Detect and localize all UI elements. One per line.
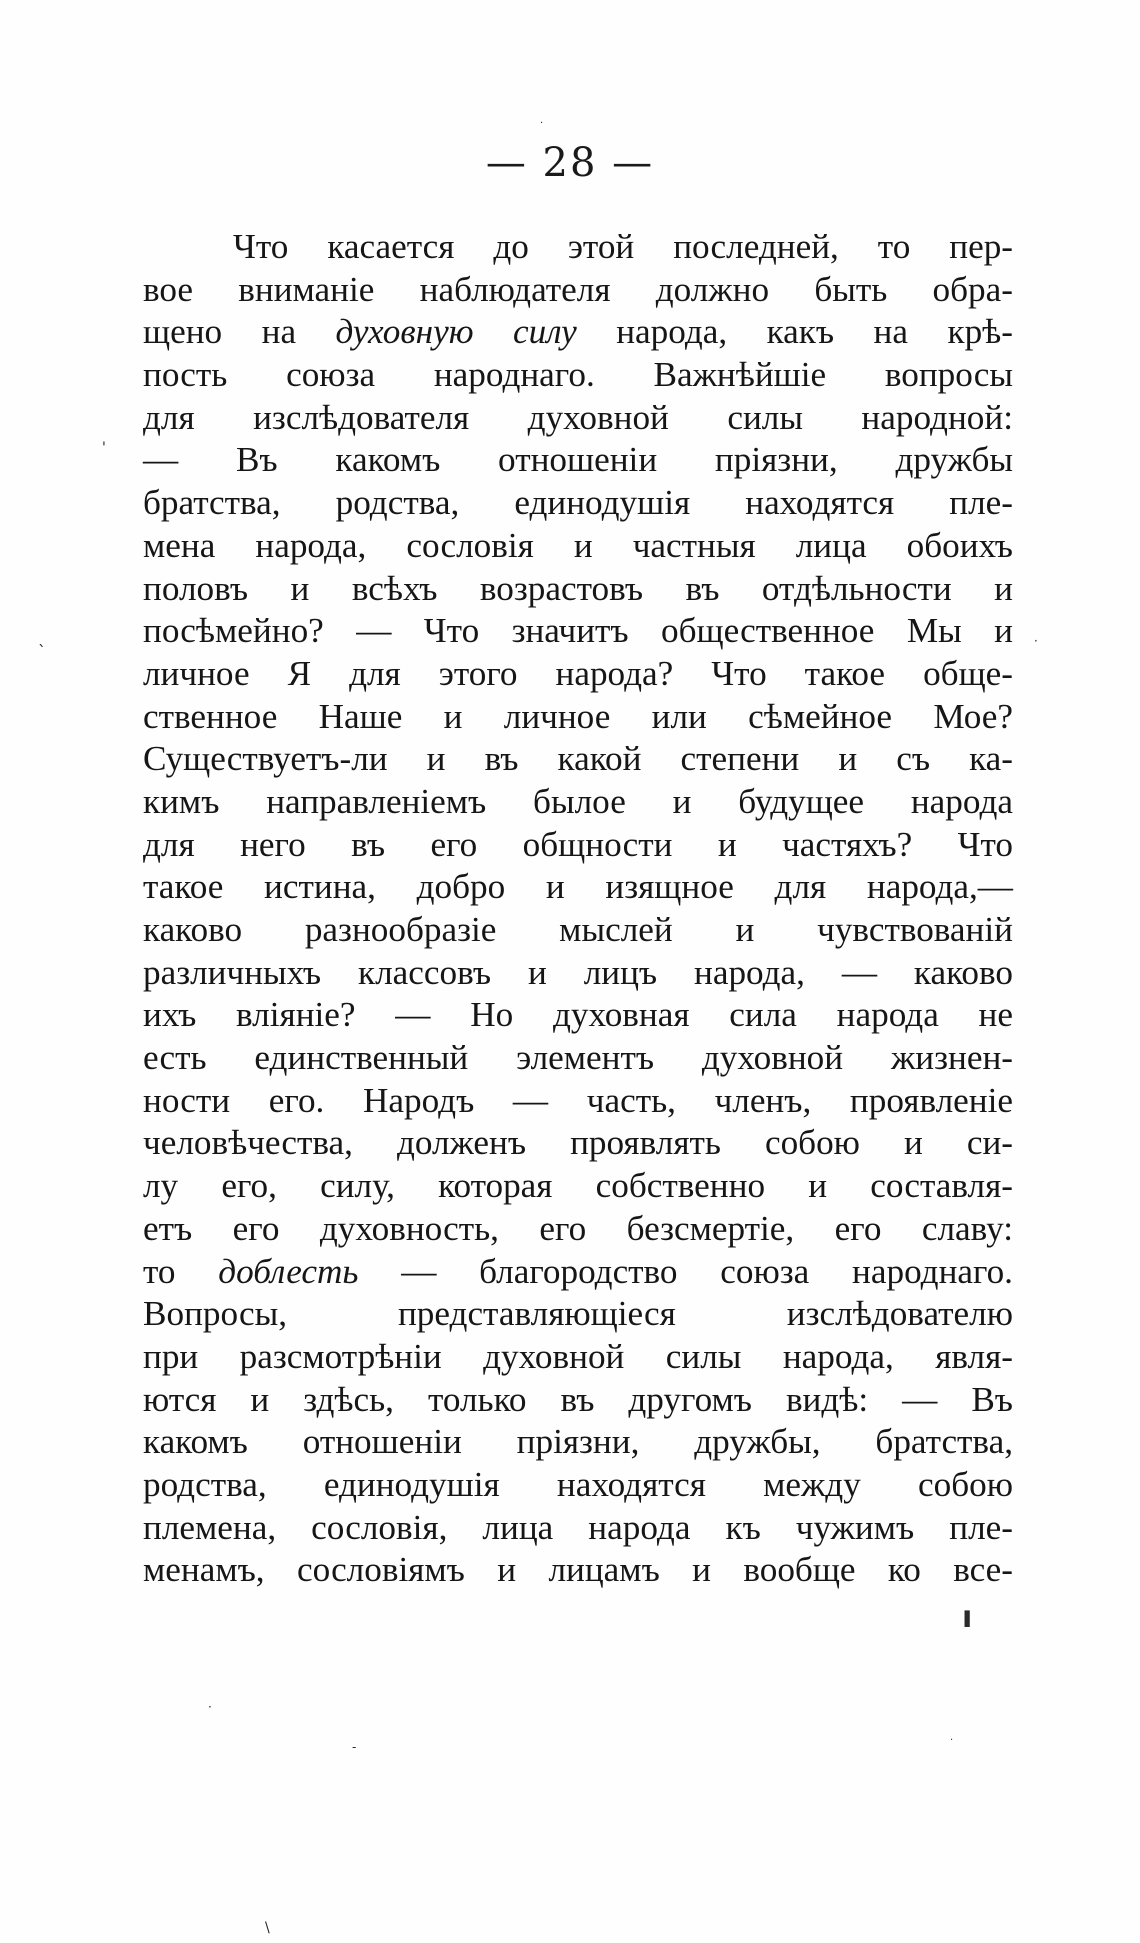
text-segment: — благородство союза народнаго. <box>358 1251 1013 1291</box>
text-line <box>143 439 1013 482</box>
speck-mark: ı <box>962 1600 973 1635</box>
text-segment: лу его, силу, которая собственно и составля- <box>143 1166 1013 1206</box>
text-line <box>143 1208 1013 1251</box>
text-line <box>143 994 1013 1037</box>
emphasized-phrase: доблесть <box>218 1251 359 1291</box>
speck-mark: - <box>352 1740 357 1754</box>
text-segment: Что касается до этой последней, то пер- <box>233 227 1013 266</box>
speck-mark: · <box>540 118 544 129</box>
text-segment: менамъ, сословіямъ и лицамъ и вообще ко все- <box>143 1550 1013 1590</box>
text-line <box>143 909 1013 952</box>
text-line <box>143 824 1013 867</box>
text-line <box>143 354 1013 397</box>
text-segment: етъ его духовность, его безсмертіе, его славу: <box>143 1208 1013 1248</box>
text-segment: при разсмотрѣніи духовной силы народа, явля- <box>143 1336 1013 1376</box>
text-segment: ихъ вліяніе? — Но духовная сила народа не <box>143 995 1013 1035</box>
text-line <box>143 1037 1013 1080</box>
text-segment: то <box>143 1251 219 1291</box>
text-line <box>143 311 1013 354</box>
text-segment: ются и здѣсь, только въ другомъ видѣ: — Въ <box>143 1379 1013 1419</box>
text-segment: племена, сословія, лица народа къ чужимъ пле- <box>143 1507 1013 1547</box>
text-line <box>143 1507 1013 1550</box>
text-segment: мена народа, сословія и частныя лица обоихъ <box>143 525 1013 565</box>
text-segment: братства, родства, единодушія находятся пле- <box>143 483 1013 523</box>
text-segment: ственное Наше и личное или сѣмейное Мое? <box>143 696 1013 736</box>
text-line <box>143 1251 1013 1294</box>
text-segment: народа, какъ на крѣ- <box>576 312 1013 352</box>
text-segment: пость союза народнаго. Важнѣйшіе вопросы <box>143 355 1013 395</box>
text-line <box>143 1122 1013 1165</box>
emphasized-phrase: духовную силу <box>335 312 577 352</box>
speck-mark: · <box>208 1700 212 1714</box>
text-line <box>143 866 1013 909</box>
text-segment: — Въ какомъ отношеніи пріязни, дружбы <box>143 440 1013 480</box>
text-segment: посѣмейно? — Что значитъ общественное Мы и <box>143 611 1013 651</box>
text-segment: ности его. Народъ — часть, членъ, проявленіе <box>143 1080 1013 1120</box>
text-line <box>143 1165 1013 1208</box>
text-line <box>143 952 1013 995</box>
text-segment: Вопросы, представляющіеся изслѣдователю <box>143 1294 1013 1334</box>
text-line <box>143 696 1013 739</box>
text-line <box>143 1421 1013 1464</box>
text-segment: щено на <box>143 312 336 352</box>
text-segment: для изслѣдователя духовной силы народной: <box>143 397 1013 437</box>
text-line <box>143 1080 1013 1123</box>
text-segment: вое вниманіе наблюдателя должно быть обра- <box>143 269 1013 309</box>
text-line <box>143 610 1013 653</box>
text-line <box>143 568 1013 611</box>
text-segment: различныхъ классовъ и лицъ народа, — каково <box>143 952 1013 992</box>
text-segment: родства, единодушія находятся между собою <box>143 1464 1013 1504</box>
text-line <box>143 1549 1013 1592</box>
speck-mark: ˋ <box>38 642 46 661</box>
text-segment: такое истина, добро и изящное для народа,— <box>143 867 1013 907</box>
text-line <box>143 1336 1013 1379</box>
text-line <box>143 1464 1013 1507</box>
text-segment: каково разнообразіе мыслей и чувствованій <box>143 910 1013 949</box>
text-line <box>143 1379 1013 1422</box>
speck-mark: · <box>1034 634 1038 648</box>
text-line <box>143 482 1013 525</box>
text-line <box>143 653 1013 696</box>
text-line <box>143 738 1013 781</box>
speck-mark: ' <box>102 440 106 456</box>
text-line <box>143 1293 1013 1336</box>
text-segment: есть единственный элементъ духовной жизнен- <box>143 1038 1013 1078</box>
text-segment: Существуетъ-ли и въ какой степени и съ ка- <box>143 739 1013 779</box>
text-line <box>143 269 1013 312</box>
text-segment: кимъ направленіемъ былое и будущее народа <box>143 781 1013 821</box>
text-line <box>143 226 1013 269</box>
text-line <box>143 525 1013 568</box>
text-segment: личное Я для этого народа? Что такое обще- <box>143 653 1013 693</box>
speck-mark: \ <box>265 1920 270 1936</box>
text-segment: для него въ его общности и частяхъ? Что <box>143 824 1013 864</box>
speck-mark: · <box>950 1735 954 1746</box>
page-number: — 28 — <box>485 140 655 186</box>
text-line <box>143 397 1013 440</box>
text-line <box>143 781 1013 824</box>
body-text <box>143 226 1013 1592</box>
text-segment: какомъ отношеніи пріязни, дружбы, братства, <box>143 1422 1013 1462</box>
text-segment: человѣчества, долженъ проявлять собою и си- <box>143 1123 1013 1163</box>
text-segment: половъ и всѣхъ возрастовъ въ отдѣльности и <box>143 568 1013 608</box>
